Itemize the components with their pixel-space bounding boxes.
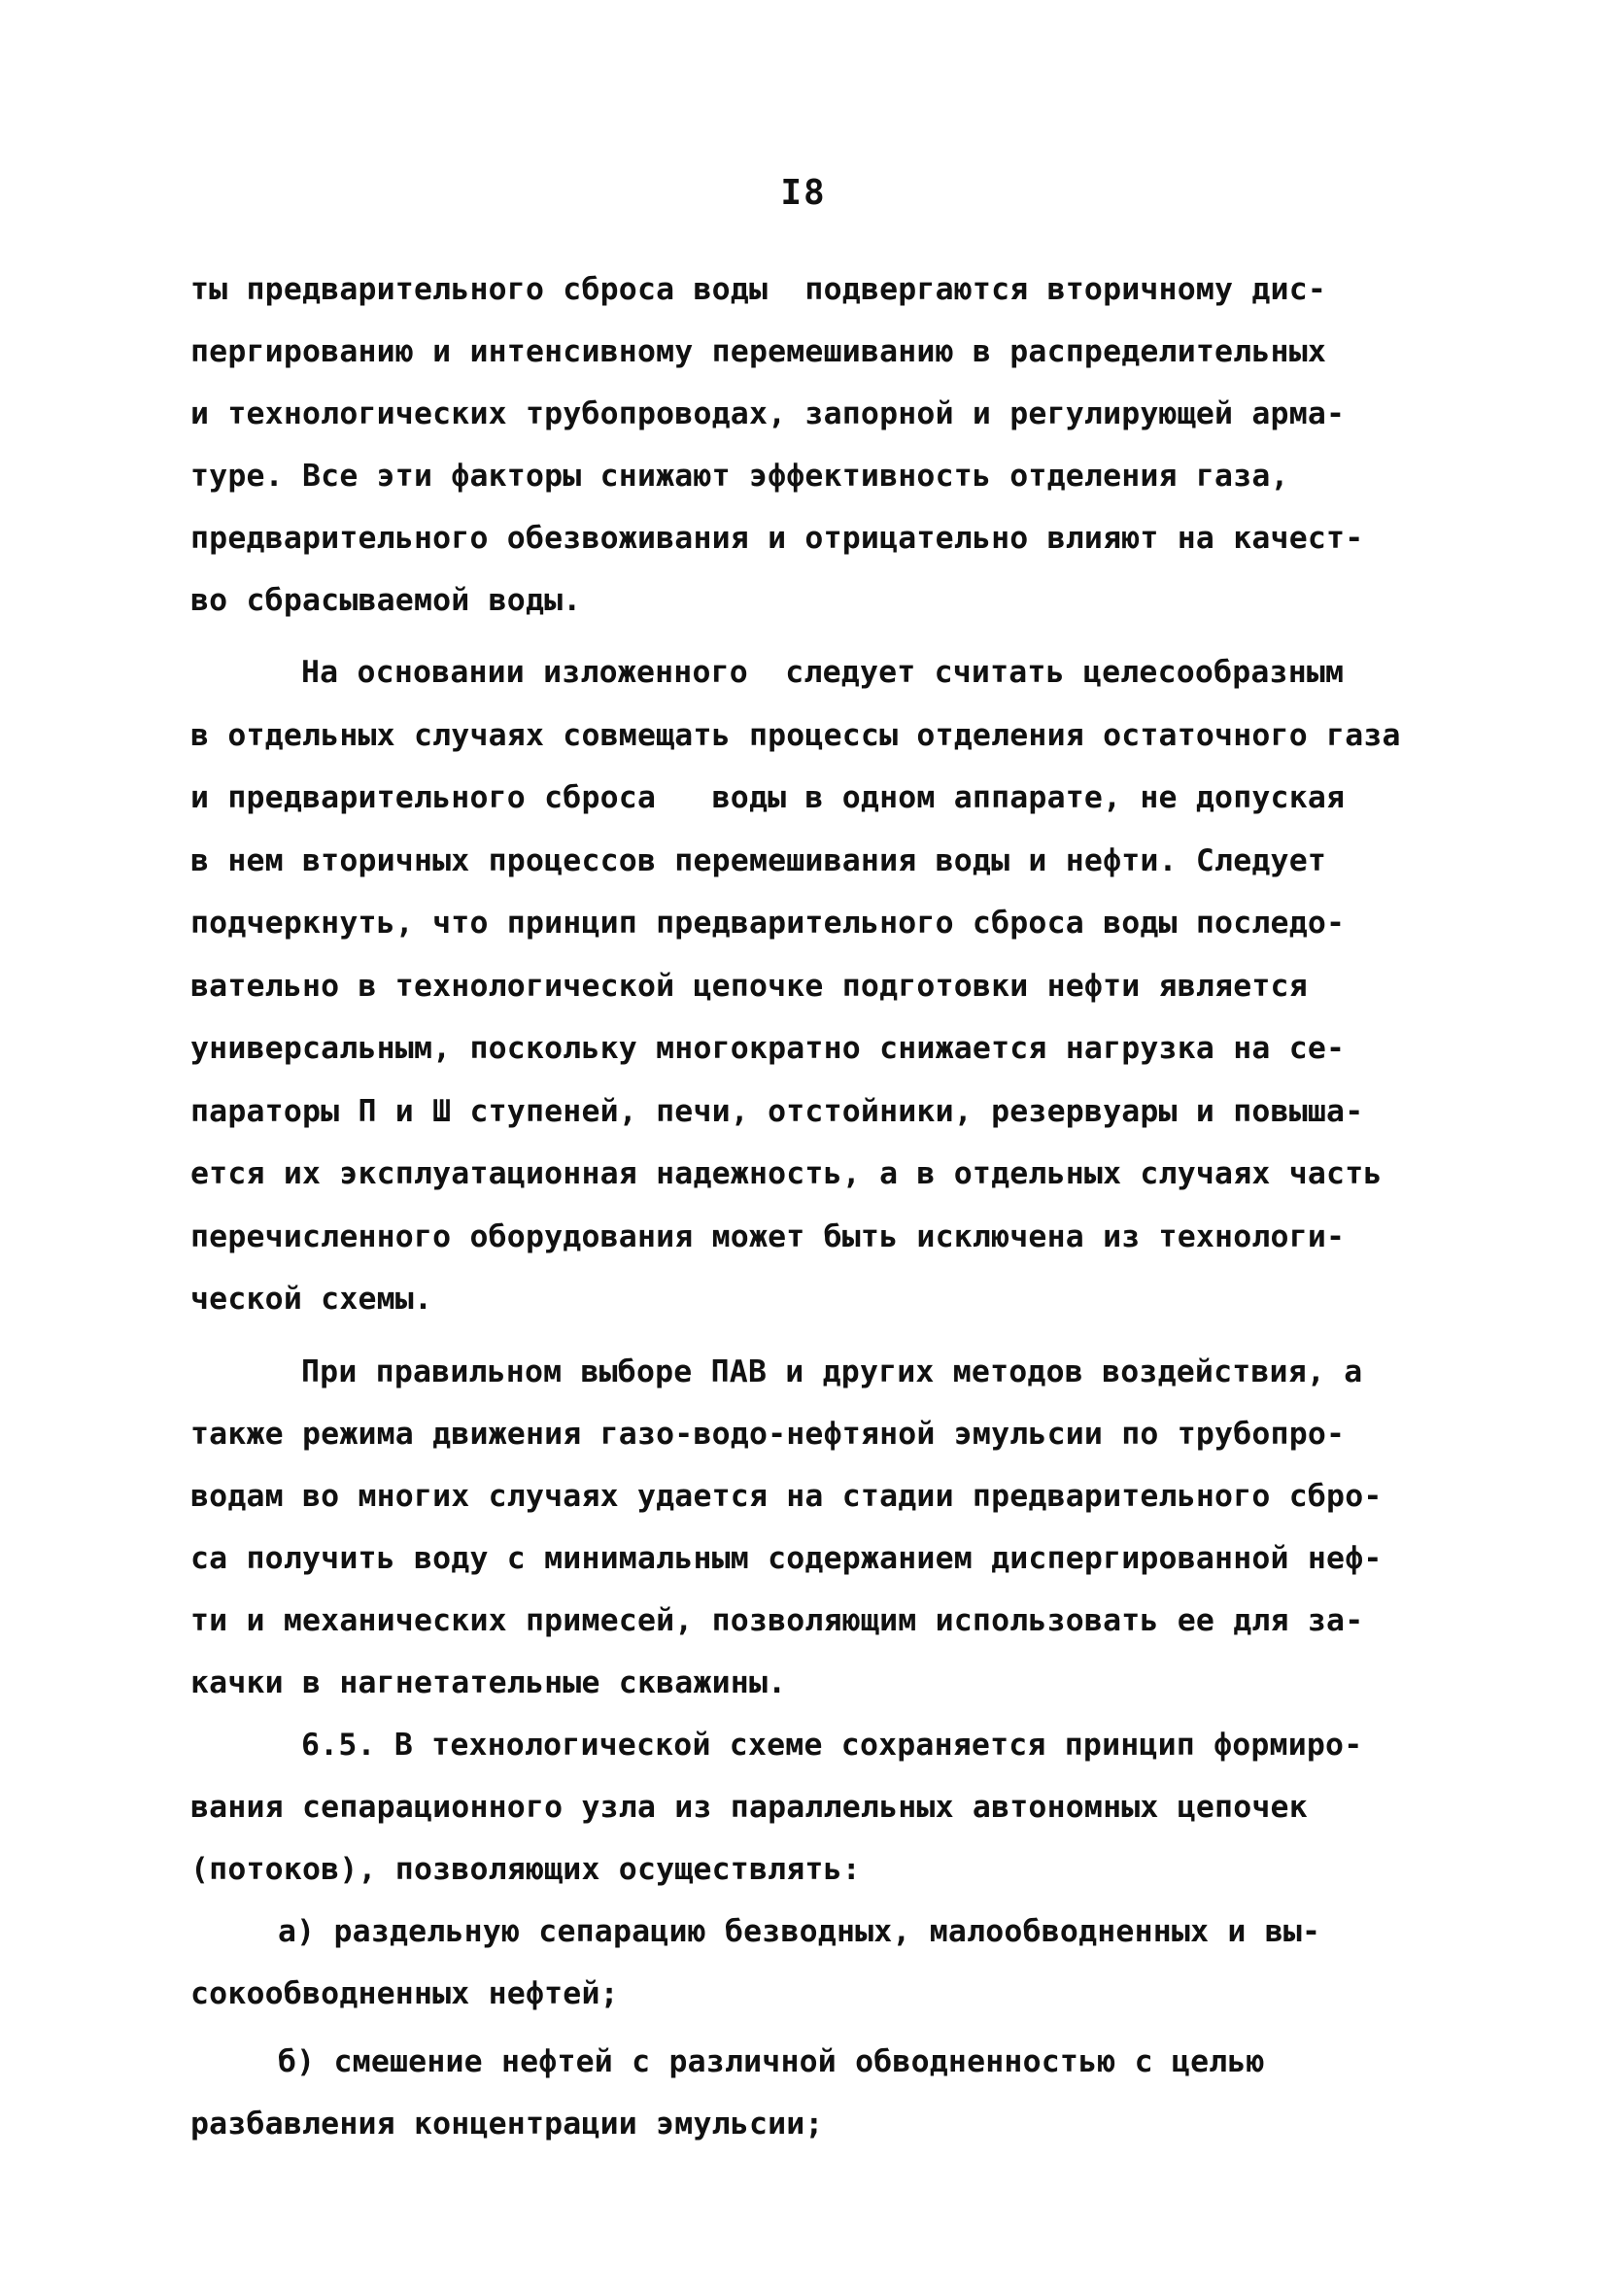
- text-line: и предварительного сброса воды в одном аппарате, не допуская: [190, 780, 1346, 815]
- text-line: вания сепарационного узла из параллельных автономных цепочек: [190, 1790, 1308, 1825]
- text-line: вательно в технологической цепочке подготовки нефти является: [190, 969, 1308, 1004]
- text-line: в отдельных случаях совмещать процессы отделения остаточного газа: [190, 718, 1401, 753]
- paragraph-first-line: На основании изложенного следует считать целесообразным: [301, 655, 1345, 690]
- text-line: са получить воду с минимальным содержанием диспергированной неф-: [190, 1541, 1383, 1576]
- section-first-line: 6.5. В технологической схеме сохраняется принцип формиро-: [301, 1728, 1363, 1763]
- text-line: универсальным, поскольку многократно снижается нагрузка на се-: [190, 1031, 1346, 1066]
- text-line: во сбрасываемой воды.: [190, 583, 582, 618]
- paragraph-first-line: При правильном выборе ПАВ и других методов воздействия, а: [301, 1354, 1363, 1389]
- text-line: пергированию и интенсивному перемешиванию в распределительных: [190, 334, 1327, 369]
- text-line: сокообводненных нефтей;: [190, 1976, 619, 2011]
- page-number: I8: [780, 173, 827, 213]
- text-line: ти и механических примесей, позволяющим использовать ее для за-: [190, 1603, 1364, 1638]
- text-line: предварительного обезвоживания и отрицательно влияют на качест-: [190, 521, 1364, 556]
- text-line: перечисленного оборудования может быть исключена из технологи-: [190, 1219, 1346, 1254]
- text-line: (потоков), позволяющих осуществлять:: [190, 1852, 861, 1887]
- text-line: разбавления концентрации эмульсии;: [190, 2107, 824, 2142]
- text-line: водам во многих случаях удается на стадии предварительного сбро-: [190, 1479, 1383, 1514]
- text-line: и технологических трубопроводах, запорной и регулирующей арма-: [190, 396, 1346, 431]
- text-line: туре. Все эти факторы снижают эффективность отделения газа,: [190, 459, 1289, 494]
- text-line: параторы П и Ш ступеней, печи, отстойники, резервуары и повыша-: [190, 1094, 1364, 1129]
- text-line: также режима движения газо-водо-нефтяной эмульсии по трубопро-: [190, 1417, 1346, 1452]
- text-line: ческой схемы.: [190, 1282, 433, 1317]
- list-item-b: б) смешение нефтей с различной обводненностью с целью: [278, 2044, 1265, 2079]
- text-line: в нем вторичных процессов перемешивания воды и нефти. Следует: [190, 843, 1327, 878]
- text-line: ется их эксплуатационная надежность, а в отдельных случаях часть: [190, 1156, 1383, 1191]
- text-line: подчеркнуть, что принцип предварительного сброса воды последо-: [190, 906, 1346, 941]
- list-item-a: а) раздельную сепарацию безводных, малообводненных и вы-: [278, 1914, 1321, 1949]
- text-line: ты предварительного сброса воды подвергаются вторичному дис-: [190, 272, 1327, 307]
- text-line: качки в нагнетательные скважины.: [190, 1665, 787, 1700]
